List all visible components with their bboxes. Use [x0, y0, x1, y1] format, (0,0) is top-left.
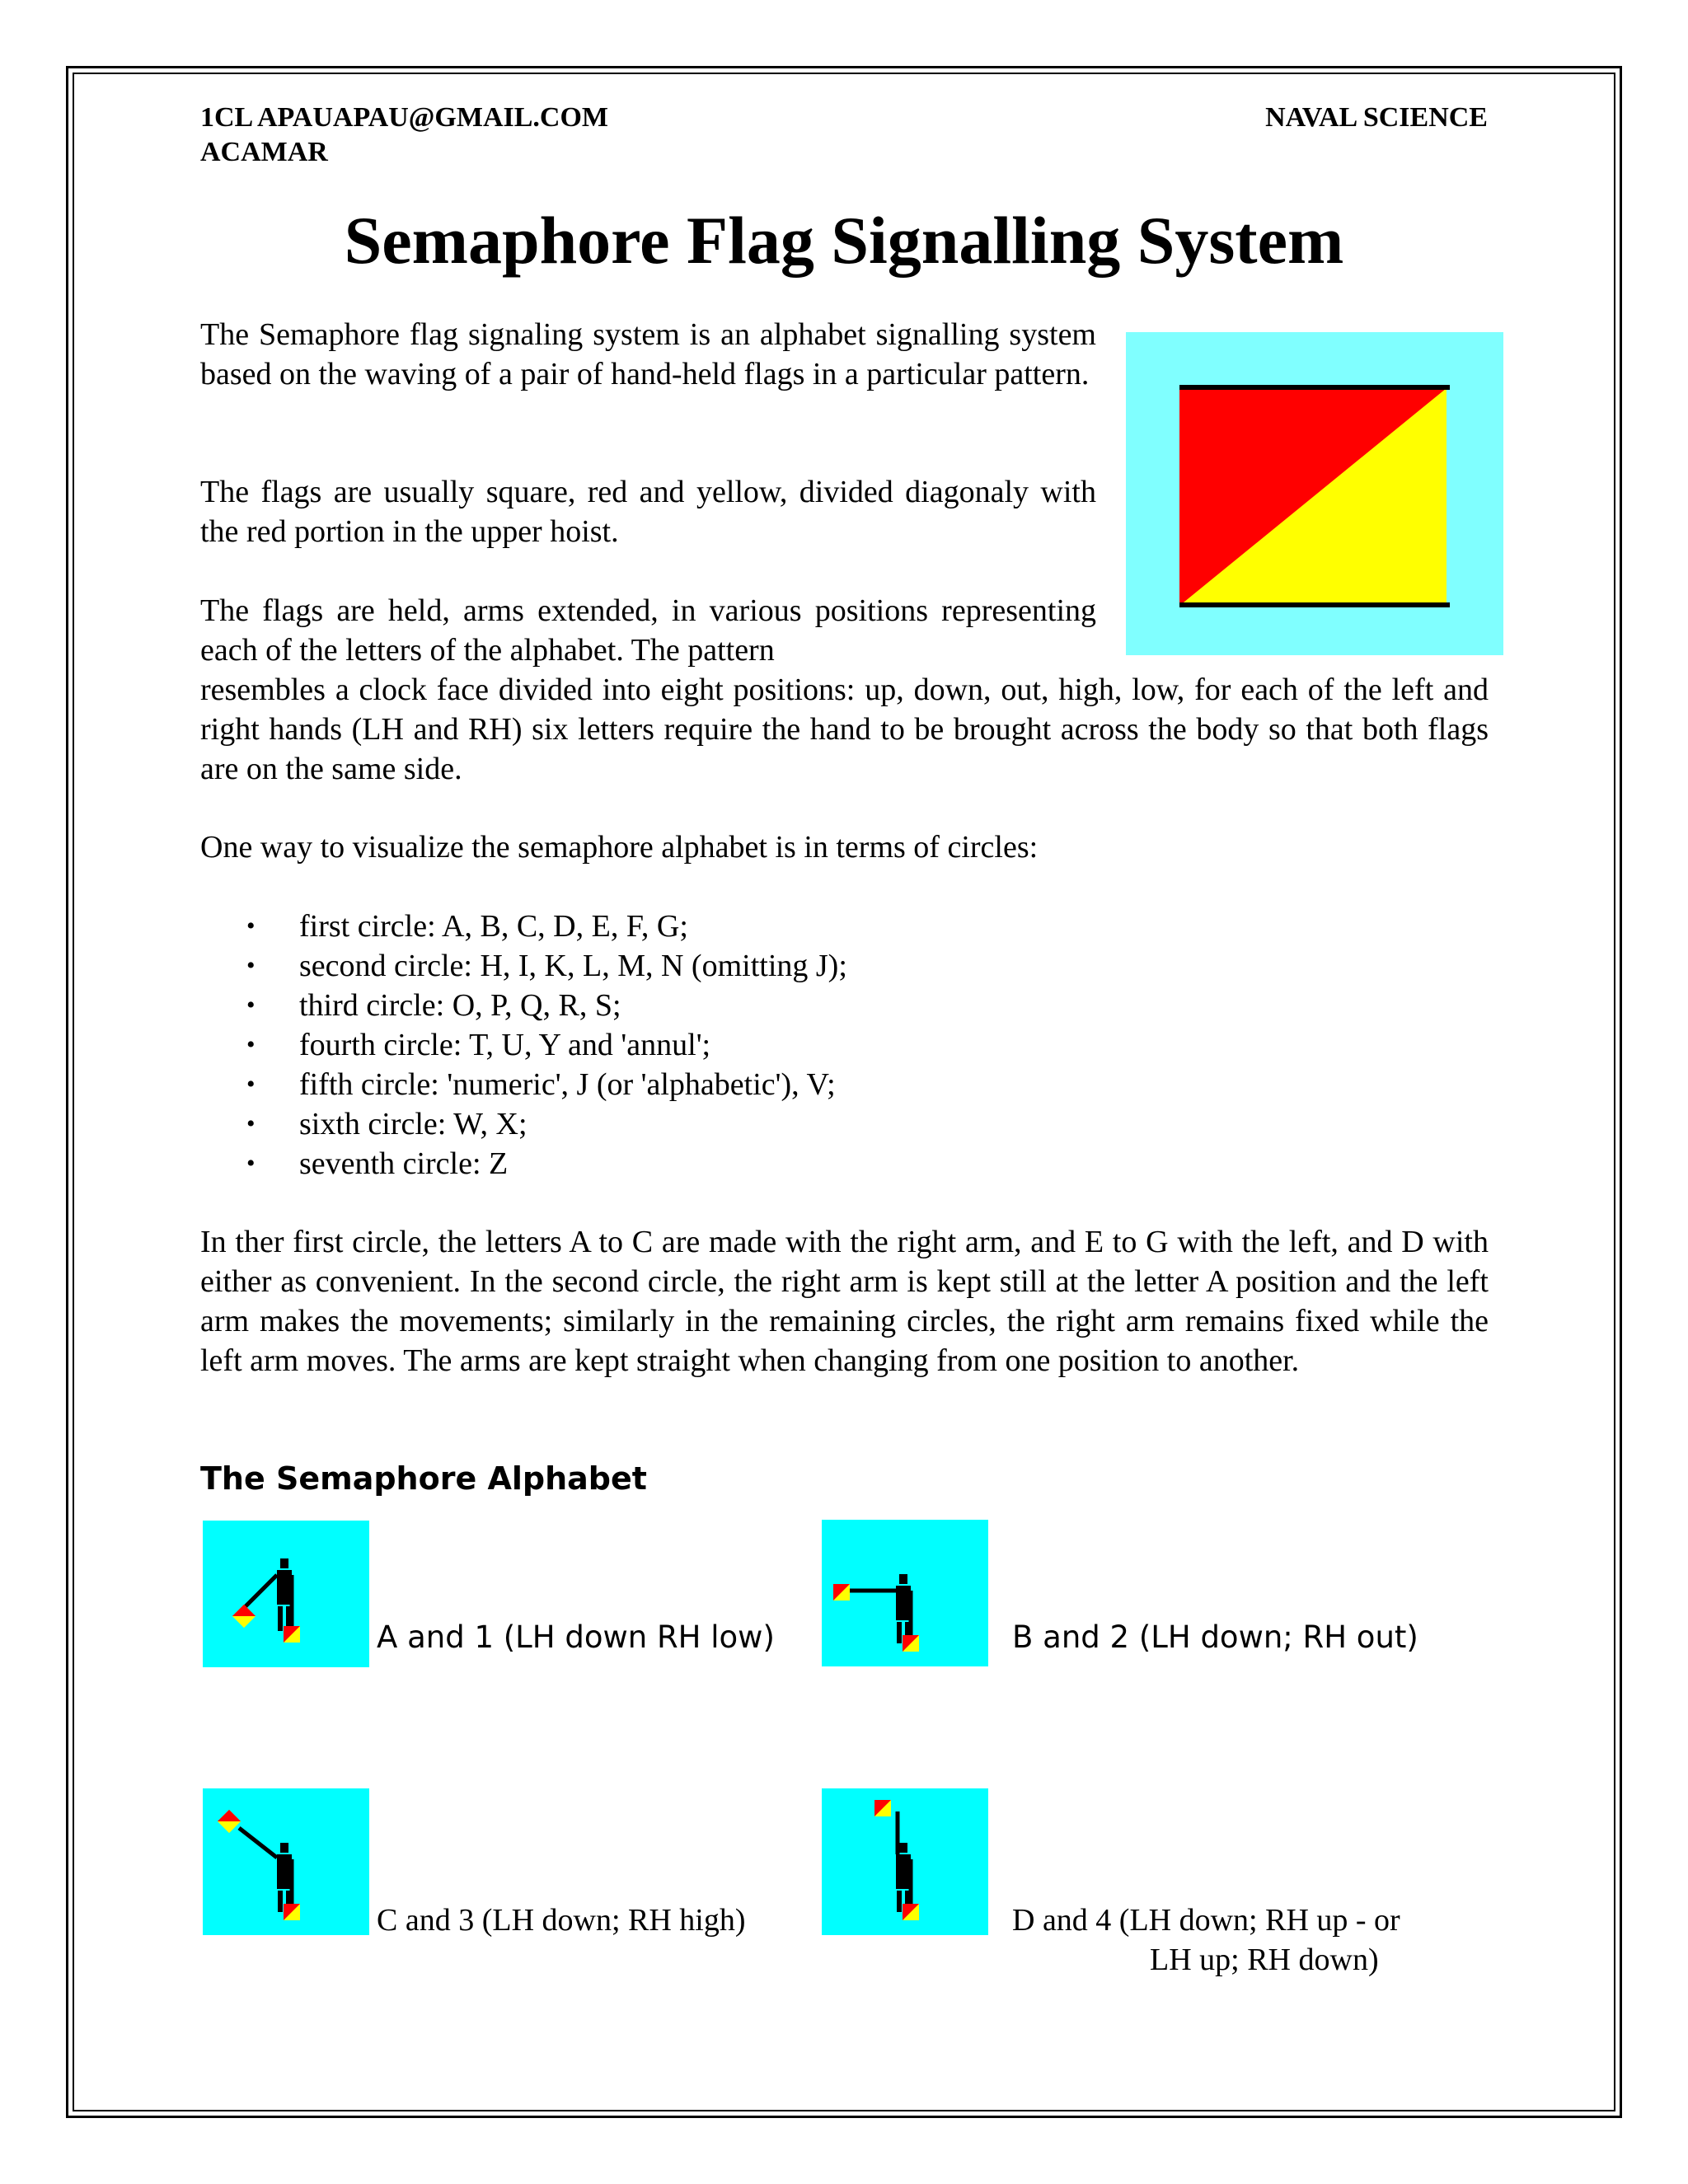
flag-right [218, 1810, 241, 1833]
positions-paragraph-continued: resembles a clock face divided into eight positions: up, down, out, high, low, for each of the left and right hands (LH and RH) six letters require the hand to be brought across the body so that both flags are on the same side. [200, 673, 1489, 786]
bullet: • [246, 1110, 256, 1137]
flag-right [833, 1584, 850, 1601]
signal-a-caption: A and 1 (LH down RH low) [377, 1619, 775, 1655]
signaller-figure [277, 1843, 292, 1912]
flag-left [284, 1904, 300, 1920]
signaller-figure [896, 1574, 911, 1643]
list-item [200, 1025, 1437, 1065]
right-arm [239, 1828, 277, 1858]
flag-right [874, 1800, 891, 1816]
bullet: • [246, 991, 256, 1019]
right-arm [242, 1575, 277, 1610]
list-item [200, 1104, 1437, 1144]
signal-d-image [822, 1788, 988, 1935]
circle-text: sixth circle: W, X; [299, 1107, 528, 1141]
header-subject: NAVAL SCIENCE [1265, 102, 1488, 133]
signal-d-caption-line1: D and 4 (LH down; RH up - or [1012, 1903, 1400, 1938]
flag-right [232, 1605, 256, 1628]
signal-a-image [203, 1521, 369, 1667]
signal-c-image [203, 1788, 369, 1935]
list-item [200, 907, 1437, 946]
list-item [200, 946, 1437, 986]
bullet: • [246, 912, 256, 940]
list-item [200, 986, 1437, 1025]
circles-explanation: In ther first circle, the letters A to C are made with the right arm, and E to G with the left, and D with either as convenient. In the second circle, the right arm is kept still at the letter A position and the left arm makes the movements; similarly in the remaining circles, the right arm remains fixed while the left arm moves. The arms are kept straight when changing from one position to another. [200, 1225, 1489, 1378]
flag-left [284, 1626, 300, 1643]
flag-description-paragraph: The flags are usually square, red and yellow, divided diagonaly with the red portion in the upper hoist. [200, 475, 1096, 549]
flag-left [903, 1635, 919, 1652]
page-title: Semaphore Flag Signalling System [344, 203, 1344, 278]
circle-text: second circle: H, I, K, L, M, N (omitting J); [299, 949, 847, 983]
bullet: • [246, 1150, 256, 1177]
circle-text: seventh circle: Z [299, 1146, 509, 1181]
circle-text: first circle: A, B, C, D, E, F, G; [299, 909, 688, 944]
circle-text: fourth circle: T, U, Y and 'annul'; [299, 1028, 711, 1062]
circles-list [200, 907, 1437, 1183]
flag-left [903, 1904, 919, 1920]
header-left [200, 101, 608, 170]
intro-paragraph: The Semaphore flag signaling system is an alphabet signalling system based on the waving of a pair of hand-held flags in a particular pattern. [200, 317, 1096, 391]
circle-text: fifth circle: 'numeric', J (or 'alphabetic'), V; [299, 1067, 836, 1102]
signal-c-caption: C and 3 (LH down; RH high) [377, 1903, 746, 1938]
signal-d-caption-line2: LH up; RH down) [1150, 1943, 1379, 1977]
list-item [200, 1065, 1437, 1104]
circle-text: third circle: O, P, Q, R, S; [299, 988, 621, 1023]
list-item [200, 1144, 1437, 1183]
bullet: • [246, 952, 256, 979]
header-author: ACAMAR [200, 137, 328, 167]
circles-intro: One way to visualize the semaphore alphabet is in terms of circles: [200, 830, 1039, 865]
positions-paragraph-start: The flags are held, arms extended, in various positions representing each of the letters of the alphabet. The pattern [200, 593, 1096, 668]
signaller-figure [277, 1558, 292, 1631]
bullet: • [246, 1031, 256, 1058]
alphabet-heading: The Semaphore Alphabet [200, 1460, 647, 1497]
header-email: 1CL APAUAPAU@GMAIL.COM [200, 102, 609, 133]
semaphore-flag-image [1126, 332, 1503, 655]
flag-bottom-edge [1179, 602, 1450, 607]
signal-b-caption: B and 2 (LH down; RH out) [1012, 1619, 1418, 1655]
signal-b-image [822, 1520, 988, 1666]
flag-top-edge [1179, 385, 1450, 390]
bullet: • [246, 1071, 256, 1098]
